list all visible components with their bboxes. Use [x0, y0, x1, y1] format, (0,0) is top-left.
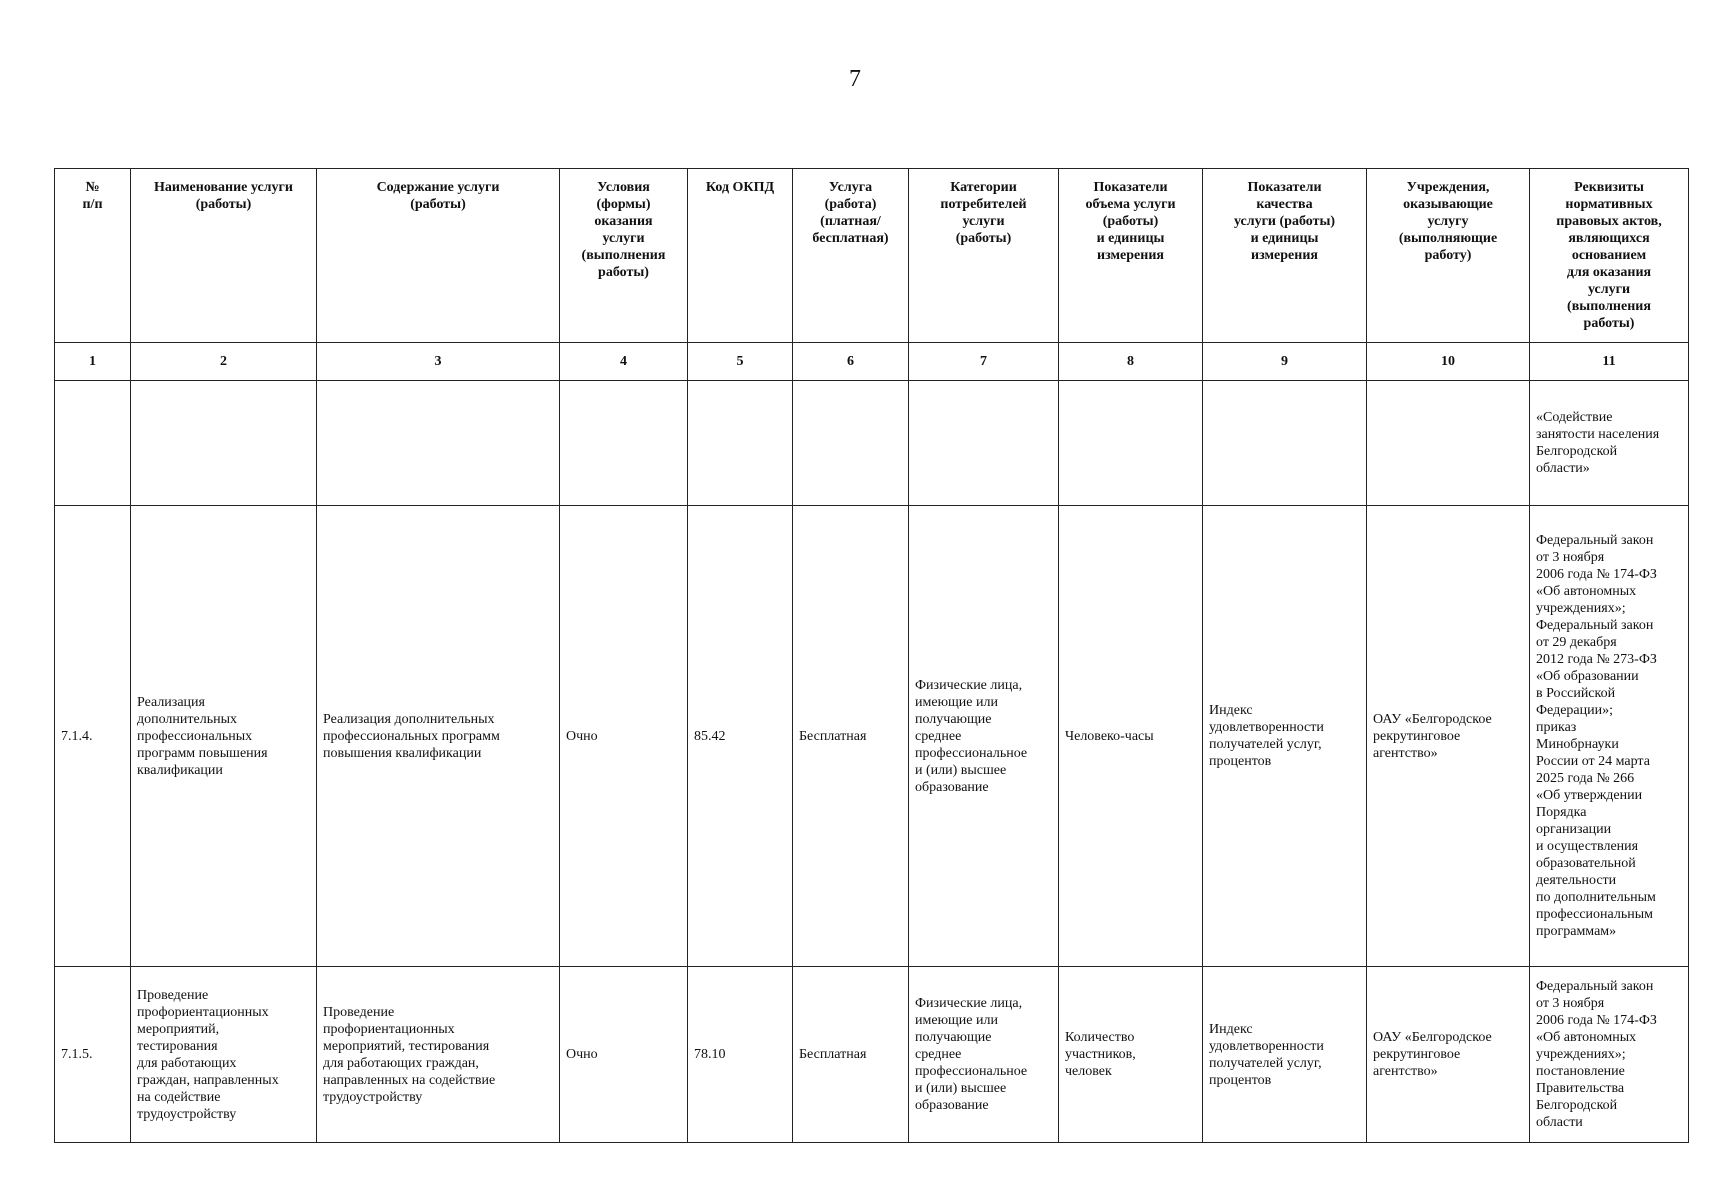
table-row [55, 506, 1689, 967]
column-number-row [55, 343, 1689, 381]
quality-indicator-cell: Индекс удовлетворенности получателей услуг, процентов [1203, 967, 1367, 1143]
service-content-cell: Проведение профориентационных мероприятий, тестирования для работающих граждан, направленных на содействие трудоустройству [317, 967, 560, 1143]
quality-indicator-cell: Индекс удовлетворенности получателей услуг, процентов [1203, 506, 1367, 967]
column-number-cell: 3 [317, 343, 560, 381]
column-number-cell: 11 [1530, 343, 1689, 381]
legal-acts-cell: Федеральный закон от 3 ноября 2006 года № 174-ФЗ «Об автономных учреждениях»; Федеральный закон от 29 декабря 2012 года № 273-ФЗ «Об образовании в Российской Федерации»; приказ Минобрнауки России от 24 марта 2025 года № 266 «Об утверждении Порядка организации и осуществления образовательной деятельности по дополнительным профессиональным программам» [1530, 506, 1689, 967]
paid-free-cell: Бесплатная [793, 967, 909, 1143]
volume-indicator-cell: Количество участников, человек [1059, 967, 1203, 1143]
column-number-cell: 9 [1203, 343, 1367, 381]
header-cell-paid-free: Услуга (работа) (платная/ бесплатная) [793, 169, 909, 343]
column-number-cell: 8 [1059, 343, 1203, 381]
volume-indicator-cell [1059, 381, 1203, 506]
table-row [55, 967, 1689, 1143]
service-content-cell [317, 381, 560, 506]
okpd-code-cell: 85.42 [688, 506, 793, 967]
header-cell-quality-indicators: Показатели качества услуги (работы) и единицы измерения [1203, 169, 1367, 343]
paid-free-cell: Бесплатная [793, 506, 909, 967]
column-number-cell: 7 [909, 343, 1059, 381]
service-name-cell: Проведение профориентационных мероприятий, тестирования для работающих граждан, направленных на содействие трудоустройству [131, 967, 317, 1143]
consumer-categories-cell [909, 381, 1059, 506]
okpd-code-cell: 78.10 [688, 967, 793, 1143]
row-number-cell: 7.1.4. [55, 506, 131, 967]
header-cell-service-name: Наименование услуги (работы) [131, 169, 317, 343]
institution-cell: ОАУ «Белгородское рекрутинговое агентство» [1367, 506, 1530, 967]
service-content-cell: Реализация дополнительных профессиональных программ повышения квалификации [317, 506, 560, 967]
page-number: 7 [849, 66, 861, 92]
column-number-cell: 10 [1367, 343, 1530, 381]
provision-form-cell: Очно [560, 967, 688, 1143]
header-cell-number: № п/п [55, 169, 131, 343]
paid-free-cell [793, 381, 909, 506]
header-cell-consumer-categories: Категории потребителей услуги (работы) [909, 169, 1059, 343]
provision-form-cell [560, 381, 688, 506]
table-row [55, 381, 1689, 506]
volume-indicator-cell: Человеко-часы [1059, 506, 1203, 967]
institution-cell [1367, 381, 1530, 506]
service-name-cell: Реализация дополнительных профессиональных программ повышения квалификации [131, 506, 317, 967]
column-number-cell: 4 [560, 343, 688, 381]
quality-indicator-cell [1203, 381, 1367, 506]
okpd-code-cell [688, 381, 793, 506]
service-name-cell [131, 381, 317, 506]
header-cell-volume-indicators: Показатели объема услуги (работы) и единицы измерения [1059, 169, 1203, 343]
column-number-cell: 5 [688, 343, 793, 381]
header-cell-okpd-code: Код ОКПД [688, 169, 793, 343]
legal-acts-cell: «Содействие занятости населения Белгородской области» [1530, 381, 1689, 506]
consumer-categories-cell: Физические лица, имеющие или получающие среднее профессиональное и (или) высшее образование [909, 506, 1059, 967]
column-number-cell: 1 [55, 343, 131, 381]
row-number-cell [55, 381, 131, 506]
header-row [55, 169, 1689, 343]
services-table [54, 168, 1689, 1143]
column-number-cell: 2 [131, 343, 317, 381]
consumer-categories-cell: Физические лица, имеющие или получающие среднее профессиональное и (или) высшее образование [909, 967, 1059, 1143]
column-number-cell: 6 [793, 343, 909, 381]
header-cell-institutions: Учреждения, оказывающие услугу (выполняющие работу) [1367, 169, 1530, 343]
institution-cell: ОАУ «Белгородское рекрутинговое агентство» [1367, 967, 1530, 1143]
header-cell-service-content: Содержание услуги (работы) [317, 169, 560, 343]
provision-form-cell: Очно [560, 506, 688, 967]
legal-acts-cell: Федеральный закон от 3 ноября 2006 года № 174-ФЗ «Об автономных учреждениях»; постановление Правительства Белгородской области [1530, 967, 1689, 1143]
header-cell-legal-acts: Реквизиты нормативных правовых актов, являющихся основанием для оказания услуги (выполнения работы) [1530, 169, 1689, 343]
header-cell-provision-form: Условия (формы) оказания услуги (выполнения работы) [560, 169, 688, 343]
row-number-cell: 7.1.5. [55, 967, 131, 1143]
